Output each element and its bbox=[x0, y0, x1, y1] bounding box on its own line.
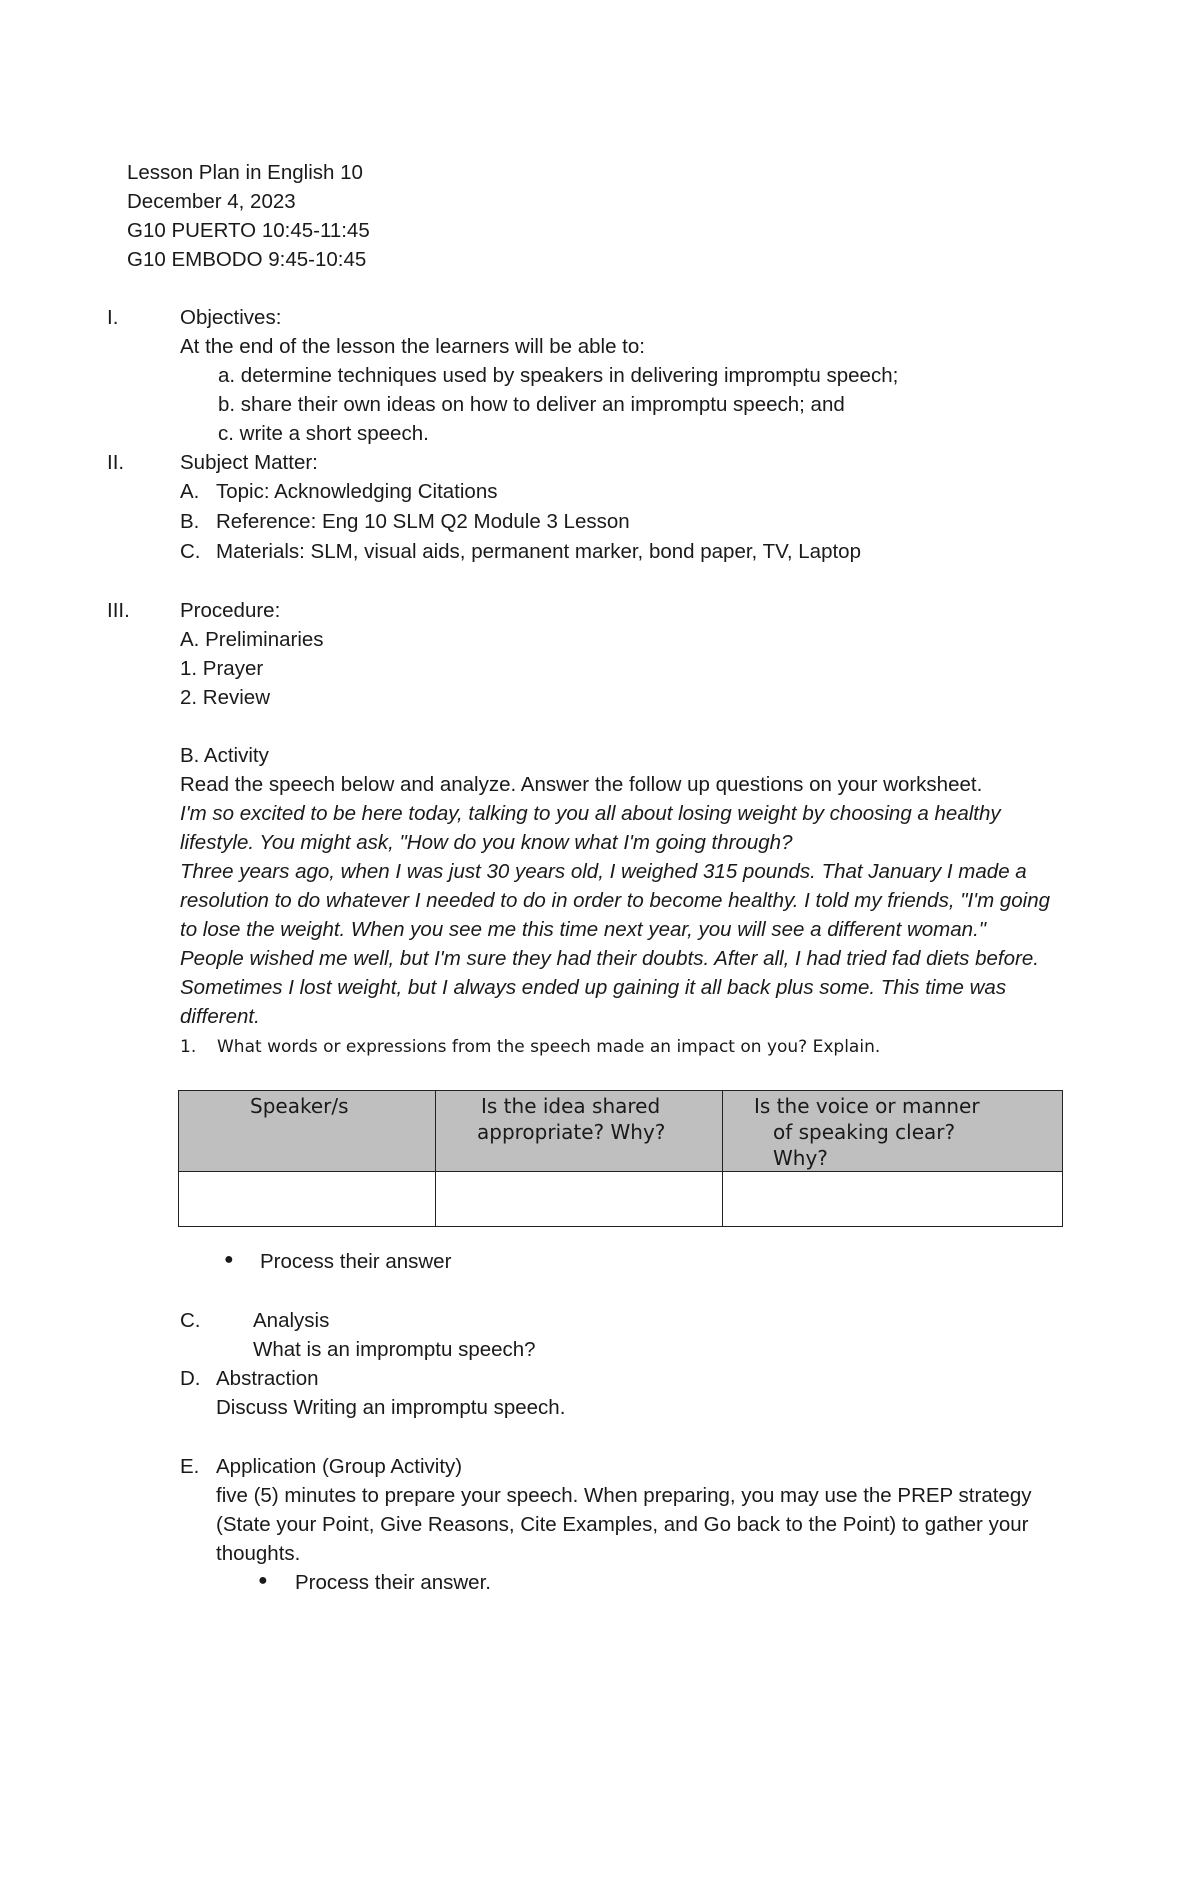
process-answer-bullet: Process their answer bbox=[260, 1250, 452, 1273]
subject-item-topic: Topic: Acknowledging Citations bbox=[216, 480, 498, 503]
application-text: (State your Point, Give Reasons, Cite Examples, and Go back to the Point) to gather your bbox=[216, 1513, 1029, 1536]
activity-heading: B. Activity bbox=[180, 744, 269, 767]
table-cell-voice[interactable] bbox=[723, 1172, 1063, 1227]
speech-line: People wished me well, but I'm sure they had their doubts. After all, I had tried fad diets before. bbox=[180, 947, 1039, 970]
subject-item-materials: Materials: SLM, visual aids, permanent marker, bond paper, TV, Laptop bbox=[216, 540, 861, 563]
prelim-item-review: 2. Review bbox=[180, 686, 271, 709]
speech-line: to lose the weight. When you see me this time next year, you will see a different woman." bbox=[180, 918, 987, 941]
class-schedule-embodo: G10 EMBODO 9:45-10:45 bbox=[127, 248, 367, 271]
subject-item-letter: C. bbox=[180, 540, 201, 563]
speech-line: lifestyle. You might ask, "How do you know what I'm going through? bbox=[180, 831, 793, 854]
subject-item-reference: Reference: Eng 10 SLM Q2 Module 3 Lesson bbox=[216, 510, 630, 533]
table-header-speaker bbox=[179, 1091, 436, 1172]
table-row bbox=[179, 1172, 1063, 1227]
subject-matter-heading: Subject Matter: bbox=[180, 451, 318, 474]
table-header-text: appropriate? Why? bbox=[477, 1120, 666, 1144]
preliminaries-heading: A. Preliminaries bbox=[180, 628, 324, 651]
bullet-icon: ● bbox=[224, 1251, 234, 1268]
objective-item: c. write a short speech. bbox=[218, 422, 429, 445]
procedure-heading: Procedure: bbox=[180, 599, 281, 622]
table-header-text: of speaking clear? bbox=[773, 1120, 956, 1144]
objectives-heading: Objectives: bbox=[180, 306, 282, 329]
prelim-item-prayer: 1. Prayer bbox=[180, 657, 264, 680]
subject-item-letter: A. bbox=[180, 480, 200, 503]
table-header-text: Is the idea shared bbox=[481, 1094, 661, 1118]
application-text: thoughts. bbox=[216, 1542, 301, 1565]
speech-line: resolution to do whatever I needed to do in order to become healthy. I told my friends, "I'm going bbox=[180, 889, 1051, 912]
table-header-text: Is the voice or manner bbox=[754, 1094, 980, 1118]
question-number: 1. bbox=[180, 1037, 197, 1057]
table-cell-idea[interactable] bbox=[436, 1172, 723, 1227]
application-heading: Application (Group Activity) bbox=[216, 1455, 463, 1478]
table-header-text: Speaker/s bbox=[250, 1094, 349, 1118]
speech-line: I'm so excited to be here today, talking to you all about losing weight by choosing a healthy bbox=[180, 802, 1001, 825]
application-bullet: Process their answer. bbox=[295, 1571, 491, 1594]
class-schedule-puerto: G10 PUERTO 10:45-11:45 bbox=[127, 219, 370, 242]
table-header-voice bbox=[723, 1091, 1063, 1172]
section-numeral-subject-matter: II. bbox=[107, 451, 125, 474]
section-numeral-objectives: I. bbox=[107, 306, 119, 329]
application-text: five (5) minutes to prepare your speech. When preparing, you may use the PREP strategy bbox=[216, 1484, 1032, 1507]
abstraction-letter: D. bbox=[180, 1367, 201, 1390]
speech-line: Sometimes I lost weight, but I always ended up gaining it all back plus some. This time was bbox=[180, 976, 1007, 999]
activity-instruction: Read the speech below and analyze. Answer the follow up questions on your worksheet. bbox=[180, 773, 983, 796]
objective-item: b. share their own ideas on how to deliver an impromptu speech; and bbox=[218, 393, 845, 416]
table-header-row bbox=[179, 1091, 1063, 1172]
table-header-text: Why? bbox=[773, 1146, 828, 1170]
analysis-heading: Analysis bbox=[253, 1309, 330, 1332]
subject-item-letter: B. bbox=[180, 510, 200, 533]
table-header-idea bbox=[436, 1091, 723, 1172]
section-numeral-procedure: III. bbox=[107, 599, 130, 622]
lesson-date: December 4, 2023 bbox=[127, 190, 296, 213]
abstraction-heading: Abstraction bbox=[216, 1367, 319, 1390]
table-cell-speaker[interactable] bbox=[179, 1172, 436, 1227]
analysis-text: What is an impromptu speech? bbox=[253, 1338, 536, 1361]
bullet-icon: ● bbox=[258, 1572, 268, 1589]
lesson-title: Lesson Plan in English 10 bbox=[127, 161, 363, 184]
follow-up-question: What words or expressions from the speech made an impact on you? Explain. bbox=[217, 1037, 881, 1057]
application-letter: E. bbox=[180, 1455, 200, 1478]
objective-item: a. determine techniques used by speakers in delivering impromptu speech; bbox=[218, 364, 899, 387]
speech-line: Three years ago, when I was just 30 years old, I weighed 315 pounds. That January I made a bbox=[180, 860, 1027, 883]
speech-line: different. bbox=[180, 1005, 260, 1028]
objectives-intro: At the end of the lesson the learners will be able to: bbox=[180, 335, 645, 358]
worksheet-table bbox=[178, 1090, 1063, 1227]
analysis-letter: C. bbox=[180, 1309, 201, 1332]
abstraction-text: Discuss Writing an impromptu speech. bbox=[216, 1396, 566, 1419]
